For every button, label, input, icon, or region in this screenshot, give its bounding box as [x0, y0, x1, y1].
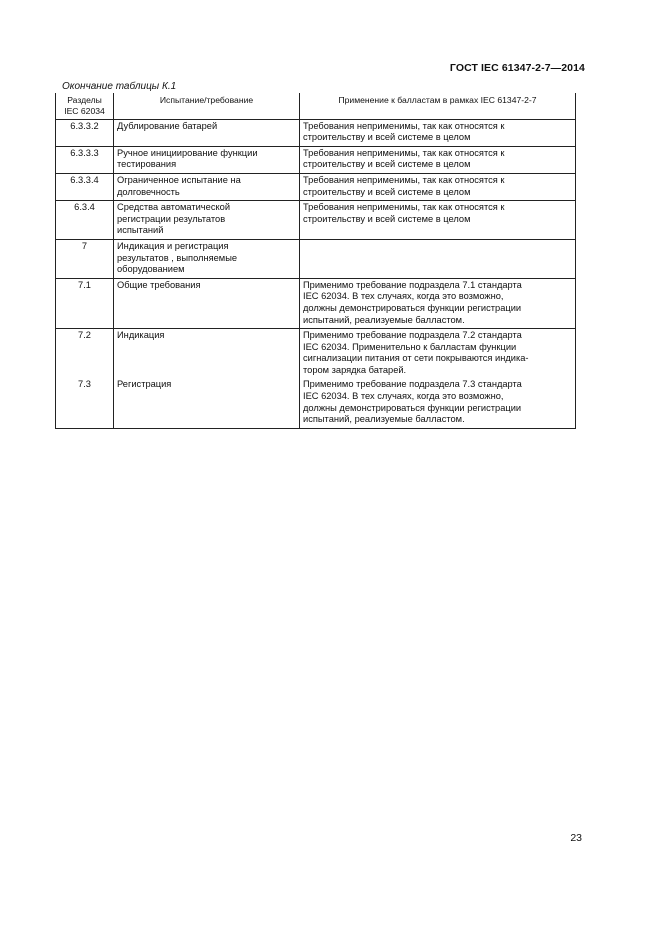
table-row [56, 119, 576, 146]
document-header: ГОСТ IEC 61347-2-7—2014 [449, 62, 585, 74]
test-cell: Ручное инициирование функции тестирования [114, 146, 300, 173]
table-row [56, 146, 576, 173]
application-cell: Применимо требование подраздела 7.2 стандарта IEC 62034. Применительно к балластам функции сигнализации питания от сети покрываются индика- тором зарядка батарей. [300, 329, 576, 379]
application-cell: Применимо требование подраздела 7.1 стандарта IEC 62034. В тех случаях, когда это возможно, должны демонстрироваться функции регистрации испытаний, реализуемые балластом. [300, 278, 576, 328]
column-header-application: Применение к балластам в рамках IEC 61347-2-7 [300, 93, 576, 119]
application-cell [300, 239, 576, 278]
section-cell: 6.3.3.3 [56, 146, 114, 173]
table-row [56, 378, 576, 428]
table-row [56, 278, 576, 328]
application-cell: Требования неприменимы, так как относятся к строительству и всей системе в целом [300, 146, 576, 173]
section-cell: 7 [56, 239, 114, 278]
test-cell: Индикация и регистрация результатов , выполняемые оборудованием [114, 239, 300, 278]
table-row [56, 329, 576, 379]
application-cell: Требования неприменимы, так как относятся к строительству и всей системе в целом [300, 201, 576, 240]
table-row [56, 201, 576, 240]
test-cell: Общие требования [114, 278, 300, 328]
section-cell: 7.1 [56, 278, 114, 328]
test-cell: Ограниченное испытание на долговечность [114, 173, 300, 200]
table-container [55, 93, 575, 429]
application-cell: Применимо требование подраздела 7.3 стандарта IEC 62034. В тех случаях, когда это возможно, должны демонстрироваться функции регистрации испытаний, реализуемые балластом. [300, 378, 576, 428]
test-cell: Дублирование батарей [114, 119, 300, 146]
table-header-row [56, 93, 576, 119]
requirements-table [55, 93, 576, 429]
application-cell: Требования неприменимы, так как относятся к строительству и всей системе в целом [300, 119, 576, 146]
section-cell: 6.3.3.4 [56, 173, 114, 200]
table-row [56, 239, 576, 278]
section-cell: 7.3 [56, 378, 114, 428]
page-number: 23 [570, 832, 582, 844]
section-cell: 6.3.4 [56, 201, 114, 240]
table-row [56, 173, 576, 200]
application-cell: Требования неприменимы, так как относятся к строительству и всей системе в целом [300, 173, 576, 200]
table-caption: Окончание таблицы К.1 [62, 81, 177, 92]
section-cell: 7.2 [56, 329, 114, 379]
test-cell: Средства автоматической регистрации результатов испытаний [114, 201, 300, 240]
section-cell: 6.3.3.2 [56, 119, 114, 146]
column-header-section: Разделы IEC 62034 [56, 93, 114, 119]
column-header-test: Испытание/требование [114, 93, 300, 119]
test-cell: Регистрация [114, 378, 300, 428]
test-cell: Индикация [114, 329, 300, 379]
